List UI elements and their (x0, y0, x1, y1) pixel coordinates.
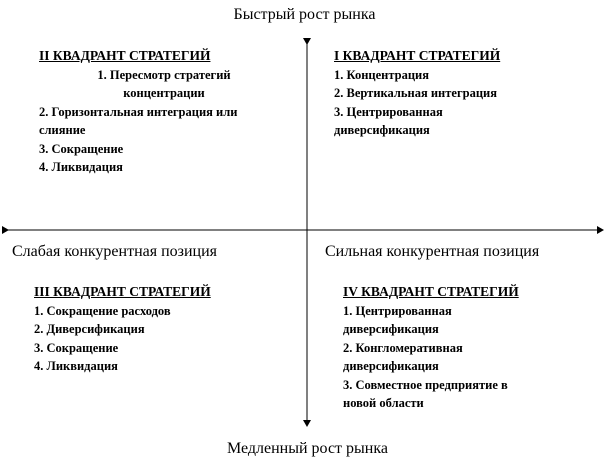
quadrant-1-item: 3. Центрированная (334, 104, 443, 119)
quadrant-4-item: диверсификация (343, 322, 439, 336)
quadrant-1-title: I КВАДРАНТ СТРАТЕГИЙ (334, 48, 501, 63)
quadrant-4-item: диверсификация (343, 359, 439, 373)
quadrant-2-item: 2. Горизонтальная интеграция или (39, 104, 238, 119)
quadrant-1 (334, 47, 564, 140)
axis-label-top: Быстрый рост рынка (233, 6, 376, 23)
quadrant-2-item: слияние (39, 123, 86, 137)
quadrant-3-item: 4. Ликвидация (34, 359, 118, 373)
quadrant-3-item: 3. Сокращение (34, 340, 119, 355)
quadrant-3-item: 2. Диверсификация (34, 322, 145, 336)
quadrant-4-item: 3. Совместное предприятие в (343, 377, 508, 392)
quadrant-2 (39, 47, 289, 177)
quadrant-1-item: 1. Концентрация (334, 67, 430, 82)
quadrant-2-item: 1. Пересмотр стратегий (97, 67, 231, 82)
axis-label-bottom: Медленный рост рынка (226, 440, 388, 457)
quadrant-3 (34, 283, 284, 376)
quadrant-4-item: 2. Конгломеративная (343, 340, 463, 355)
quadrant-1-item: 2. Вертикальная интеграция (334, 86, 497, 100)
quadrant-2-item: 3. Сокращение (39, 141, 124, 156)
quadrant-4 (343, 283, 573, 413)
quadrant-3-title: III КВАДРАНТ СТРАТЕГИЙ (34, 284, 211, 299)
quadrant-2-item: концентрации (123, 86, 205, 100)
axis-label-right: Сильная конкурентная позиция (325, 243, 540, 260)
quadrant-4-title: IV КВАДРАНТ СТРАТЕГИЙ (343, 284, 519, 299)
quadrant-1-item: диверсификация (334, 123, 430, 137)
quadrant-2-title: II КВАДРАНТ СТРАТЕГИЙ (39, 48, 211, 63)
quadrant-4-item: новой области (343, 396, 424, 410)
axis-label-left: Слабая конкурентная позиция (12, 243, 218, 260)
quadrant-4-item: 1. Центрированная (343, 303, 452, 318)
quadrant-2-item: 4. Ликвидация (39, 160, 123, 174)
quadrant-3-item: 1. Сокращение расходов (34, 303, 171, 318)
